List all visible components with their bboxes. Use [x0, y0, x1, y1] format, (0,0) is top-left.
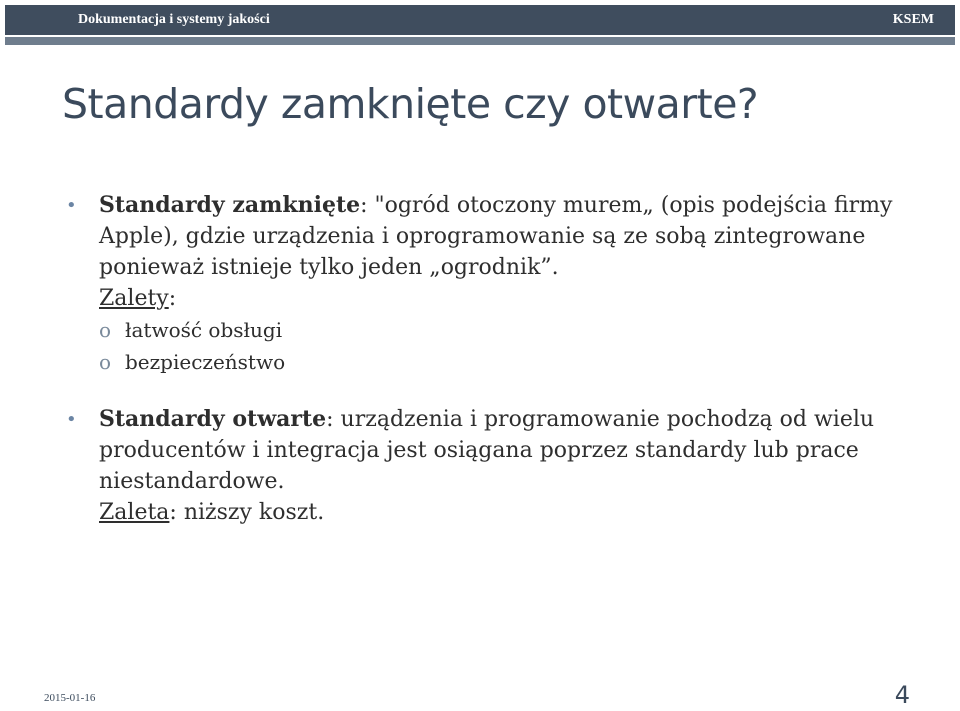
header-stripe [5, 37, 955, 45]
header-department: KSEM [892, 12, 934, 27]
sub-bullet-icon: o [99, 318, 112, 342]
footer-date: 2015-01-16 [44, 692, 96, 704]
closed-standards-text: "ogród otoczony murem„ (opis podejścia firmy Apple), gdzie urządzenia i oprogramowanie są ze sobą zintegrowane ponieważ istnieje tylko jeden „ogrodnik”. [99, 193, 893, 280]
pro-text: : niższy koszt. [169, 500, 325, 525]
pro-item: łatwość obsługi [125, 318, 283, 342]
closed-standards-sep: : [360, 193, 375, 218]
pros-sep: : [168, 286, 177, 311]
open-standards-text: urządzenia i programowanie pochodzą od wielu producentów i integracja jest osiągana poprzez standardy lub prace niestandardowe. [99, 407, 875, 494]
bullet-icon: • [66, 409, 77, 430]
slide-title: Standardy zamknięte czy otwarte? [62, 80, 759, 128]
bullet-open-standards [66, 404, 906, 528]
bullet-icon: • [66, 195, 77, 216]
slide-content [66, 190, 906, 528]
list-item [66, 346, 906, 378]
pro-item: bezpieczeństwo [125, 350, 286, 374]
sub-bullet-icon: o [99, 350, 112, 374]
open-standards-term: Standardy otwarte [99, 406, 327, 432]
closed-standards-term: Standardy zamknięte [99, 192, 361, 218]
header-course-title: Dokumentacja i systemy jakości [78, 12, 270, 27]
pro-label: Zaleta [99, 500, 170, 525]
open-standards-sep: : [326, 407, 341, 432]
list-item [66, 314, 906, 346]
page-number: 4 [894, 681, 910, 709]
bullet-closed-standards [66, 190, 906, 314]
pros-label: Zalety [99, 286, 169, 311]
